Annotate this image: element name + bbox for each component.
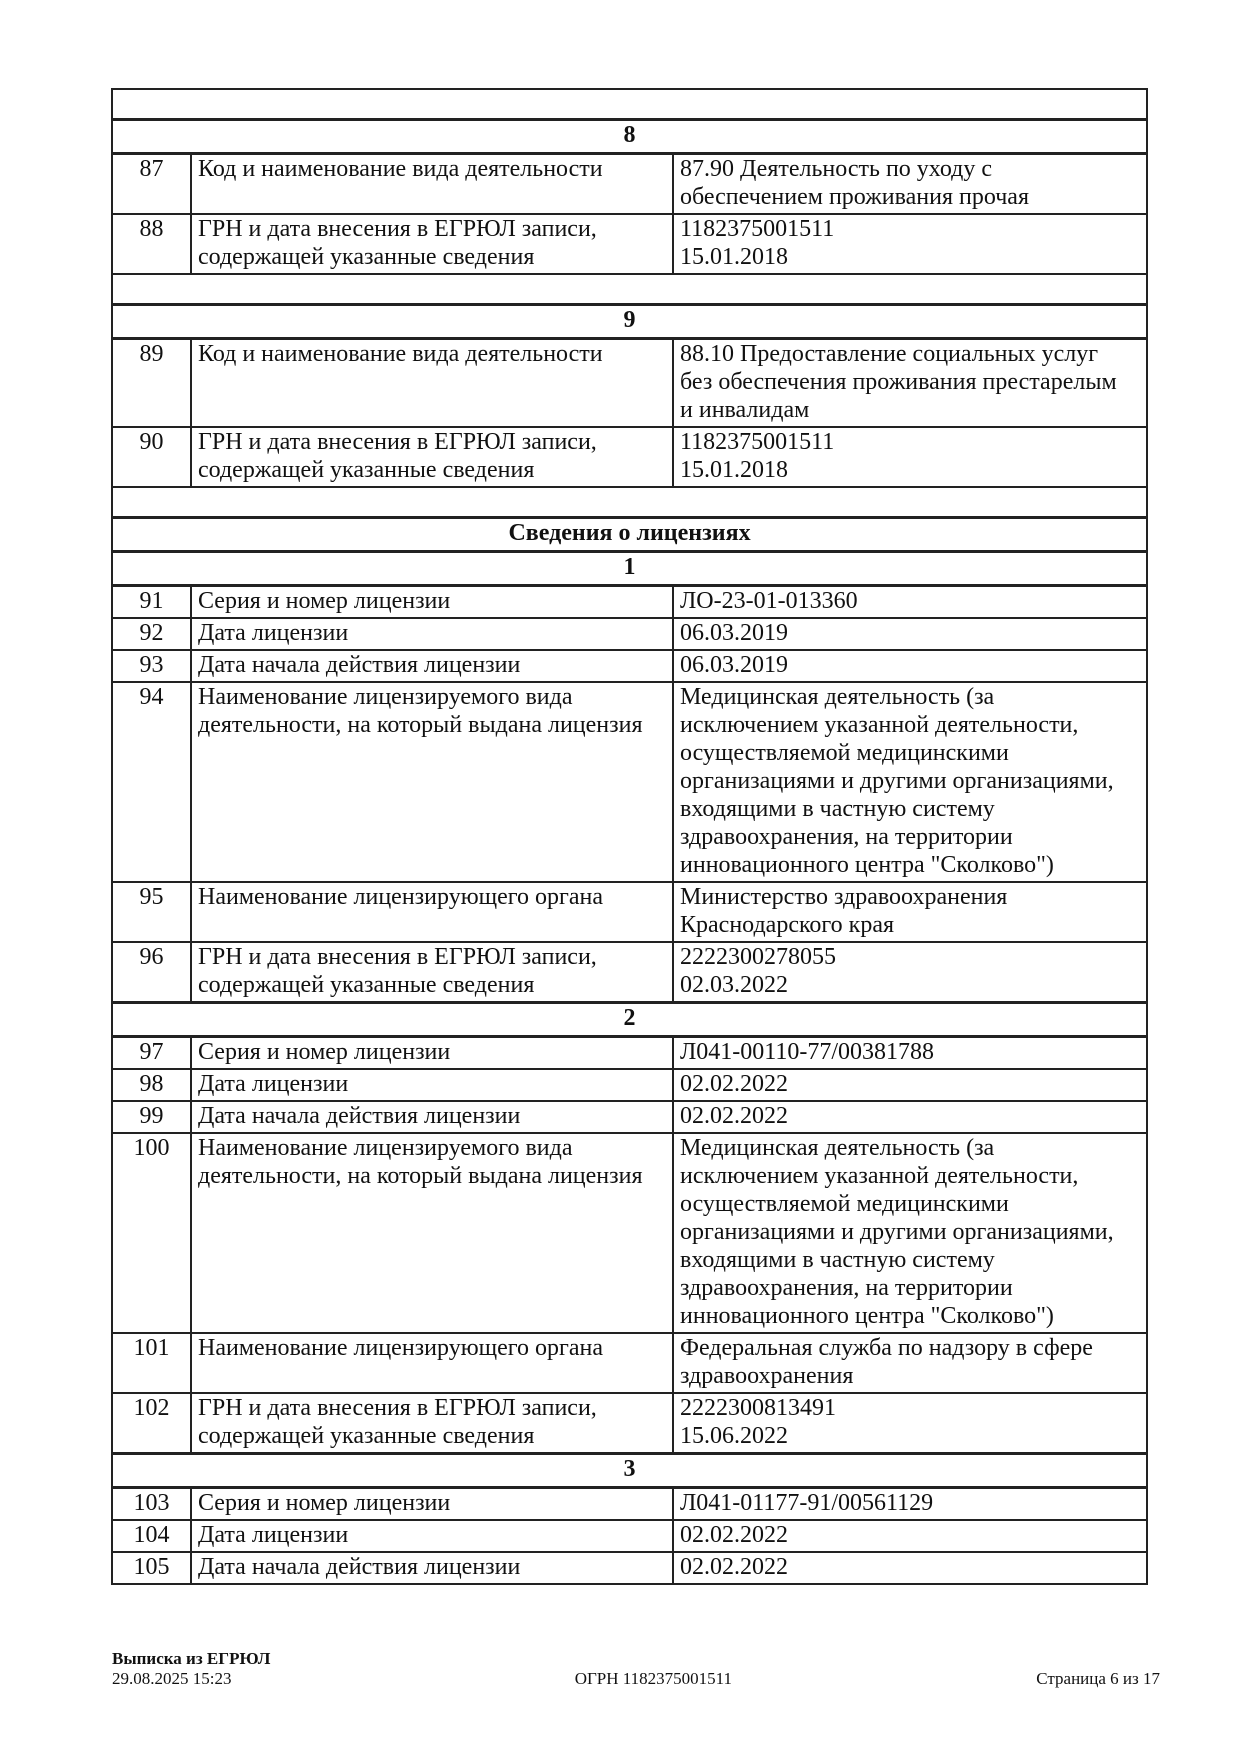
row-number-cell: 101	[112, 1333, 191, 1393]
egrul-table-body	[112, 89, 1147, 1584]
table-row	[112, 154, 1147, 215]
table-row	[112, 682, 1147, 882]
value-cell	[673, 1101, 1147, 1133]
field-name-cell: Серия и номер лицензии	[191, 1037, 673, 1070]
row-number-cell: 102	[112, 1393, 191, 1454]
field-name-cell: Дата начала действия лицензии	[191, 1552, 673, 1584]
value-line: Л041-00110-77/00381788	[680, 1039, 935, 1065]
row-number-cell: 100	[112, 1133, 191, 1333]
section-number-label: 2	[112, 1003, 1147, 1037]
value-cell	[673, 882, 1147, 942]
value-cell	[673, 1037, 1147, 1070]
value-line: Медицинская деятельность (за исключением указанной деятельности, осуществляемой медицинскими организациями и другими организациями, входящими в частную систему здравоохранения, на территории инновационного центра "Сколково")	[680, 1135, 1114, 1329]
value-line: Медицинская деятельность (за исключением указанной деятельности, осуществляемой медицинскими организациями и другими организациями, входящими в частную систему здравоохранения, на территории инновационного центра "Сколково")	[680, 684, 1114, 878]
table-row	[112, 214, 1147, 274]
row-number-cell: 94	[112, 682, 191, 882]
footer-ogrn: ОГРН 1182375001511	[574, 1669, 733, 1688]
row-number-cell: 97	[112, 1037, 191, 1070]
table-row	[112, 1037, 1147, 1070]
field-name-cell: Дата начала действия лицензии	[191, 650, 673, 682]
row-number-cell: 89	[112, 339, 191, 428]
value-cell	[673, 1488, 1147, 1521]
value-line: Министерство здравоохранения Краснодарского края	[680, 884, 1008, 938]
field-name-cell: ГРН и дата внесения в ЕГРЮЛ записи, содержащей указанные сведения	[191, 427, 673, 487]
value-line: 06.03.2019	[680, 620, 788, 646]
row-number-cell: 92	[112, 618, 191, 650]
field-name-cell: Наименование лицензируемого вида деятельности, на который выдана лицензия	[191, 1133, 673, 1333]
field-name-cell: Дата начала действия лицензии	[191, 1101, 673, 1133]
table-row	[112, 586, 1147, 619]
section-number-label: 8	[112, 120, 1147, 154]
value-line: 02.02.2022	[680, 1103, 788, 1129]
page-footer	[112, 1649, 1160, 1689]
value-cell	[673, 214, 1147, 274]
row-number-cell: 91	[112, 586, 191, 619]
field-name-cell: Наименование лицензирующего органа	[191, 1333, 673, 1393]
field-name-cell: Дата лицензии	[191, 1069, 673, 1101]
footer-left-block	[112, 1649, 270, 1689]
value-line: 02.02.2022	[680, 1071, 788, 1097]
value-line: 02.02.2022	[680, 1554, 788, 1580]
field-name-cell: Серия и номер лицензии	[191, 1488, 673, 1521]
field-name-cell: Код и наименование вида деятельности	[191, 339, 673, 428]
value-line: 15.06.2022	[680, 1423, 788, 1449]
section-number-label: 9	[112, 305, 1147, 339]
value-line: 2222300278055	[680, 944, 836, 970]
row-number-cell: 104	[112, 1520, 191, 1552]
value-line: 88.10 Предоставление социальных услуг без обеспечения проживания престарелым и инвалидам	[680, 341, 1117, 423]
footer-timestamp: 29.08.2025 15:23	[112, 1669, 232, 1688]
field-name-cell: Код и наименование вида деятельности	[191, 154, 673, 215]
row-number-cell: 87	[112, 154, 191, 215]
value-cell	[673, 1393, 1147, 1454]
value-line: ЛО-23-01-013360	[680, 588, 858, 614]
section-number-row	[112, 1003, 1147, 1037]
value-line: 1182375001511	[680, 429, 835, 455]
value-cell	[673, 942, 1147, 1003]
row-number-cell: 105	[112, 1552, 191, 1584]
spacer-cell	[112, 274, 1147, 305]
value-cell	[673, 1552, 1147, 1584]
row-number-cell: 90	[112, 427, 191, 487]
row-number-cell: 93	[112, 650, 191, 682]
table-row	[112, 1393, 1147, 1454]
footer-doc-title: Выписка из ЕГРЮЛ	[112, 1649, 271, 1668]
value-line: 87.90 Деятельность по уходу с обеспечением проживания прочая	[680, 156, 1029, 210]
section-title-label: Сведения о лицензиях	[112, 518, 1147, 552]
section-number-row	[112, 1454, 1147, 1488]
table-row	[112, 1069, 1147, 1101]
value-line: 06.03.2019	[680, 652, 788, 678]
value-line: Федеральная служба по надзору в сфере здравоохранения	[680, 1335, 1093, 1389]
row-number-cell: 103	[112, 1488, 191, 1521]
table-row	[112, 942, 1147, 1003]
section-title-row	[112, 518, 1147, 552]
section-number-row	[112, 120, 1147, 154]
value-cell	[673, 1133, 1147, 1333]
value-cell	[673, 618, 1147, 650]
field-name-cell: Наименование лицензирующего органа	[191, 882, 673, 942]
field-name-cell: Серия и номер лицензии	[191, 586, 673, 619]
table-row	[112, 427, 1147, 487]
table-row	[112, 1488, 1147, 1521]
value-cell	[673, 1520, 1147, 1552]
table-row	[112, 882, 1147, 942]
value-line: 15.01.2018	[680, 244, 788, 270]
value-cell	[673, 1069, 1147, 1101]
value-line: 02.03.2022	[680, 972, 788, 998]
row-number-cell: 95	[112, 882, 191, 942]
spacer-row	[112, 89, 1147, 120]
field-name-cell: Дата лицензии	[191, 618, 673, 650]
section-number-row	[112, 552, 1147, 586]
section-number-label: 1	[112, 552, 1147, 586]
egrul-extract-table	[111, 88, 1148, 1585]
value-line: 2222300813491	[680, 1395, 836, 1421]
field-name-cell: ГРН и дата внесения в ЕГРЮЛ записи, содержащей указанные сведения	[191, 942, 673, 1003]
table-row	[112, 1133, 1147, 1333]
spacer-row	[112, 274, 1147, 305]
value-line: 1182375001511	[680, 216, 835, 242]
value-cell	[673, 1333, 1147, 1393]
value-cell	[673, 427, 1147, 487]
table-row	[112, 1552, 1147, 1584]
row-number-cell: 96	[112, 942, 191, 1003]
value-cell	[673, 339, 1147, 428]
field-name-cell: Дата лицензии	[191, 1520, 673, 1552]
value-line: Л041-01177-91/00561129	[680, 1490, 934, 1516]
value-line: 15.01.2018	[680, 457, 788, 483]
value-cell	[673, 154, 1147, 215]
row-number-cell: 98	[112, 1069, 191, 1101]
value-cell	[673, 586, 1147, 619]
value-cell	[673, 682, 1147, 882]
table-row	[112, 618, 1147, 650]
section-number-label: 3	[112, 1454, 1147, 1488]
field-name-cell: ГРН и дата внесения в ЕГРЮЛ записи, содержащей указанные сведения	[191, 214, 673, 274]
spacer-row	[112, 487, 1147, 518]
field-name-cell: ГРН и дата внесения в ЕГРЮЛ записи, содержащей указанные сведения	[191, 1393, 673, 1454]
table-row	[112, 650, 1147, 682]
table-row	[112, 1520, 1147, 1552]
section-number-row	[112, 305, 1147, 339]
value-line: 02.02.2022	[680, 1522, 788, 1548]
footer-page-number: Страница 6 из 17	[1036, 1669, 1160, 1688]
field-name-cell: Наименование лицензируемого вида деятельности, на который выдана лицензия	[191, 682, 673, 882]
table-row	[112, 339, 1147, 428]
table-row	[112, 1101, 1147, 1133]
row-number-cell: 88	[112, 214, 191, 274]
spacer-cell	[112, 89, 1147, 120]
value-cell	[673, 650, 1147, 682]
row-number-cell: 99	[112, 1101, 191, 1133]
spacer-cell	[112, 487, 1147, 518]
table-row	[112, 1333, 1147, 1393]
